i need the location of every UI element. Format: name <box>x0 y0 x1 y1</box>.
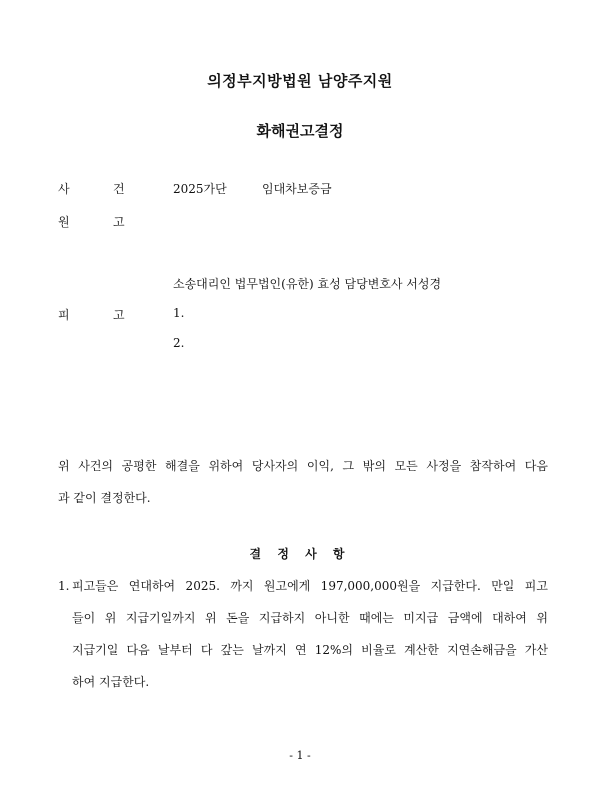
document-title: 화해권고결정 <box>256 122 344 140</box>
case-label-2: 건 <box>113 182 125 196</box>
decision-item-number: 1. <box>58 579 70 593</box>
defendant-label-1: 피 <box>58 308 70 322</box>
plaintiff-label-2: 고 <box>113 215 125 229</box>
defendant-label-2: 고 <box>113 308 125 322</box>
decision-line-4: 하여 지급한다. <box>72 675 150 689</box>
decision-line-1: 피고들은 연대하여 2025. 까지 원고에게 197,000,000원을 지급한다. 만일 피고 <box>72 579 548 593</box>
decision-line-2: 들이 위 지급기일까지 위 돈을 지급하지 아니한 때에는 미지급 금액에 대하여 위 <box>72 611 548 625</box>
counsel-line: 소송대리인 법무법인(유한) 효성 담당변호사 서성경 <box>173 277 442 291</box>
case-name: 임대차보증금 <box>262 182 332 196</box>
decision-line-3: 지급기일 다음 날부터 다 갚는 날까지 연 12%의 비율로 계산한 지연손해금을 가산 <box>72 643 548 657</box>
defendant-1: 1. <box>173 306 185 320</box>
page-number: - 1 - <box>289 749 311 762</box>
case-label-1: 사 <box>58 182 70 196</box>
intro-line-1: 위 사건의 공평한 해결을 위하여 당사자의 이익, 그 밖의 모든 사정을 참작하여 다음 <box>58 459 548 473</box>
plaintiff-label-1: 원 <box>58 215 70 229</box>
court-name: 의정부지방법원 남양주지원 <box>207 72 393 90</box>
decision-heading: 결 정 사 항 <box>249 547 351 561</box>
defendant-2: 2. <box>173 336 185 350</box>
intro-line-2: 과 같이 결정한다. <box>58 491 151 505</box>
case-number: 2025가단 <box>173 182 227 196</box>
